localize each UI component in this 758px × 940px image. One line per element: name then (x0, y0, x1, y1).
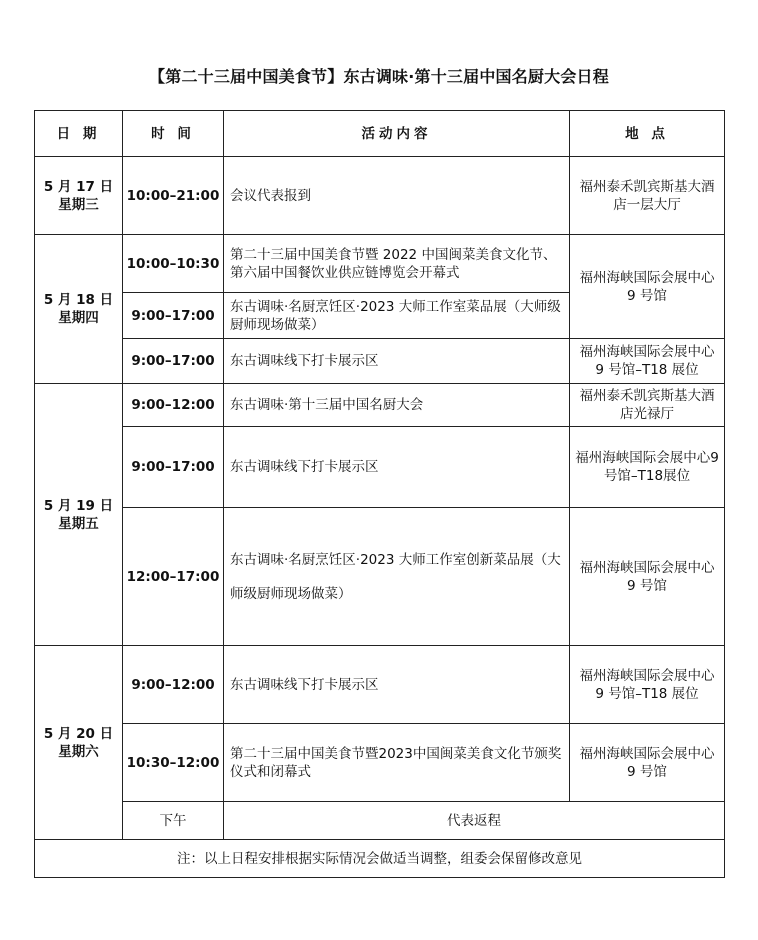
table-row (35, 235, 725, 293)
activity-cell: 东古调味·名厨烹饪区·2023 大师工作室创新菜品展（大师级厨师现场做菜） (224, 508, 570, 646)
time-cell: 9:00–12:00 (123, 646, 224, 724)
time-cell: 10:00–21:00 (123, 157, 224, 235)
time-cell: 10:30–12:00 (123, 724, 224, 802)
date-cell (35, 646, 123, 840)
location-cell: 福州海峡国际会展中心 9 号馆 (570, 724, 725, 802)
activity-cell: 会议代表报到 (224, 157, 570, 235)
activity-cell: 东古调味线下打卡展示区 (224, 339, 570, 384)
table-row (35, 339, 725, 384)
time-cell: 9:00–17:00 (123, 339, 224, 384)
table-row (35, 724, 725, 802)
activity-cell: 东古调味线下打卡展示区 (224, 427, 570, 508)
time-cell: 9:00–17:00 (123, 293, 224, 339)
header-date: 日 期 (35, 111, 123, 157)
header-row (35, 111, 725, 157)
table-row (35, 384, 725, 427)
location-cell: 福州海峡国际会展中心 9 号馆–T18 展位 (570, 339, 725, 384)
table-row (35, 427, 725, 508)
header-activity: 活动内容 (224, 111, 570, 157)
time-cell: 9:00–17:00 (123, 427, 224, 508)
date-label: 5 月 19 日 (43, 497, 114, 514)
table-row (35, 157, 725, 235)
weekday-label: 星期五 (58, 515, 99, 532)
time-cell: 下午 (123, 802, 224, 840)
table-row (35, 508, 725, 646)
date-cell (35, 384, 123, 646)
header-location: 地 点 (570, 111, 725, 157)
header-time: 时 间 (123, 111, 224, 157)
time-cell: 9:00–12:00 (123, 384, 224, 427)
location-cell: 福州泰禾凯宾斯基大酒店一层大厅 (570, 157, 725, 235)
activity-cell: 东古调味·第十三届中国名厨大会 (224, 384, 570, 427)
location-cell: 福州海峡国际会展中心9号馆–T18展位 (570, 427, 725, 508)
activity-cell: 第二十三届中国美食节暨 2022 中国闽菜美食文化节、第六届中国餐饮业供应链博览会开幕式 (224, 235, 570, 293)
page-title: 【第二十三届中国美食节】东古调味·第十三届中国名厨大会日程 (149, 67, 609, 86)
activity-cell: 第二十三届中国美食节暨2023中国闽菜美食文化节颁奖仪式和闭幕式 (224, 724, 570, 802)
activity-cell: 代表返程 (224, 802, 725, 840)
date-cell (35, 157, 123, 235)
table-row (35, 802, 725, 840)
footnote: 注：以上日程安排根据实际情况会做适当调整，组委会保留修改意见 (35, 840, 725, 878)
weekday-label: 星期四 (58, 310, 99, 326)
activity-cell: 东古调味·名厨烹饪区·2023 大师工作室菜品展（大师级厨师现场做菜） (224, 293, 570, 339)
time-cell: 10:00–10:30 (123, 235, 224, 293)
location-cell: 福州海峡国际会展中心 9 号馆 (570, 508, 725, 646)
date-label: 5 月 18 日 (43, 292, 114, 308)
location-cell: 福州海峡国际会展中心 9 号馆 (570, 235, 725, 339)
activity-cell: 东古调味线下打卡展示区 (224, 646, 570, 724)
date-label: 5 月 20 日 (43, 725, 114, 742)
date-label: 5 月 17 日 (43, 178, 114, 195)
table-row (35, 646, 725, 724)
note-row (35, 840, 725, 878)
time-cell: 12:00–17:00 (123, 508, 224, 646)
date-cell (35, 235, 123, 384)
location-cell: 福州泰禾凯宾斯基大酒店光禄厅 (570, 384, 725, 427)
location-cell: 福州海峡国际会展中心 9 号馆–T18 展位 (570, 646, 725, 724)
weekday-label: 星期三 (58, 196, 99, 213)
weekday-label: 星期六 (58, 743, 99, 760)
schedule-table (34, 110, 725, 878)
